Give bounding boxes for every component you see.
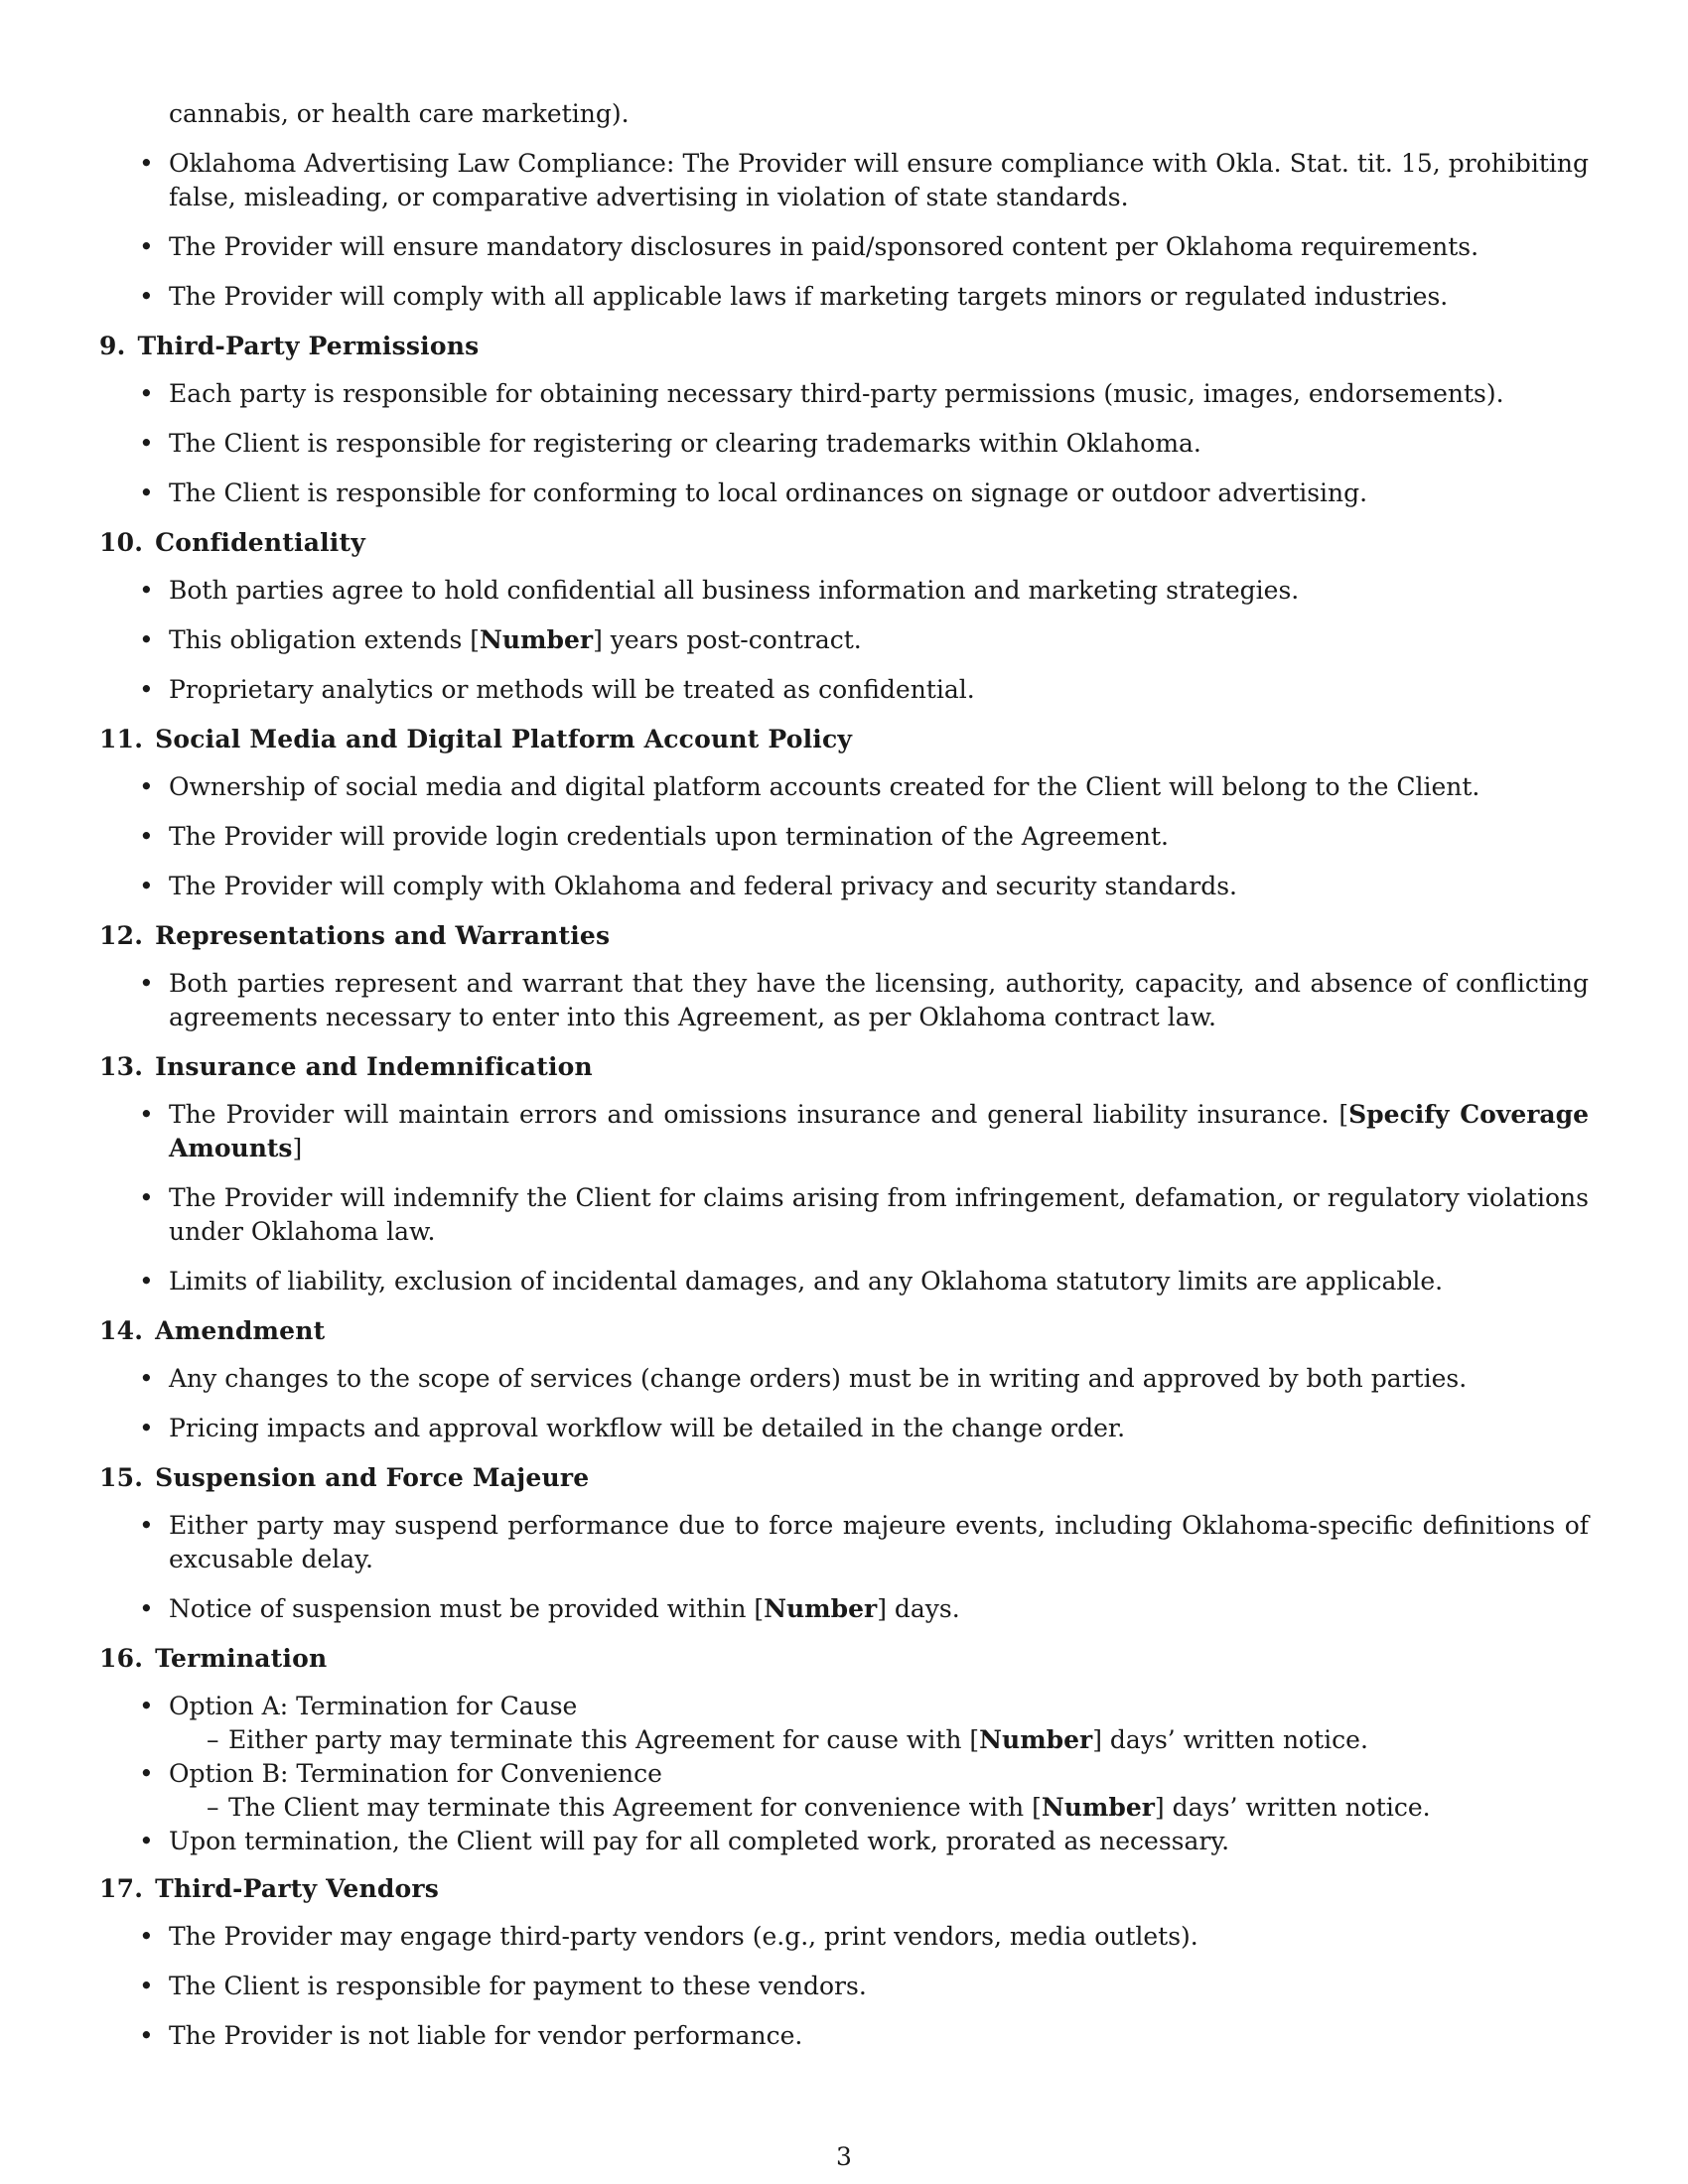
list-item: • The Client is responsible for registering or clearing trademarks within Oklahoma.	[99, 427, 1589, 461]
text-run: ] days’ written notice.	[1092, 1725, 1368, 1754]
list-item: • Any changes to the scope of services (change orders) must be in writing and approved by both parties.	[99, 1362, 1589, 1396]
section-number: 14.	[99, 1316, 144, 1345]
placeholder-coverage: Specify Coverage Amounts	[169, 1100, 1589, 1162]
section-title: Social Media and Digital Platform Account Policy	[155, 725, 853, 753]
section-title: Amendment	[155, 1316, 326, 1345]
section-heading-12	[99, 919, 1589, 953]
section-14-list	[99, 1362, 1589, 1445]
list-item: • The Client is responsible for payment to these vendors.	[99, 1970, 1589, 2003]
option-a-label: • Option A: Termination for Cause	[169, 1692, 578, 1720]
section-title: Insurance and Indemnification	[155, 1052, 593, 1081]
section-title: Third-Party Permissions	[137, 332, 480, 360]
section-heading-17	[99, 1872, 1589, 1906]
list-item: • The Provider is not liable for vendor performance.	[99, 2019, 1589, 2053]
section-title: Representations and Warranties	[155, 921, 611, 950]
section-number: 13.	[99, 1052, 144, 1081]
list-item: • The Provider will comply with all applicable laws if marketing targets minors or regulated industries.	[99, 280, 1589, 314]
list-item: • Each party is responsible for obtaining necessary third-party permissions (music, images, endorsements).	[99, 377, 1589, 411]
section-title: Suspension and Force Majeure	[155, 1463, 590, 1492]
section-13-list	[99, 1098, 1589, 1298]
text-run: The Client may terminate this Agreement for convenience with [	[228, 1793, 1042, 1822]
text-run: ] days.	[877, 1594, 960, 1623]
section-heading-14	[99, 1314, 1589, 1348]
section-heading-9	[99, 330, 1589, 363]
section-number: 16.	[99, 1644, 144, 1673]
list-item: • Oklahoma Advertising Law Compliance: The Provider will ensure compliance with Okla. Stat. tit. 15, prohibiting false, misleading, or comparative advertising in violation of state standards.	[99, 147, 1589, 214]
section-number: 9.	[99, 332, 126, 360]
list-item: • Proprietary analytics or methods will be treated as confidential.	[99, 673, 1589, 707]
text-run: The Provider will maintain errors and omissions insurance and general liability insurance. [	[169, 1100, 1349, 1129]
section-number: 11.	[99, 725, 144, 753]
section-16-list	[99, 1690, 1589, 1858]
section-heading-11	[99, 723, 1589, 756]
text-run: ] years post-contract.	[593, 625, 862, 654]
placeholder-number: Number	[764, 1594, 878, 1623]
list-item: • The Provider will comply with Oklahoma and federal privacy and security standards.	[99, 870, 1589, 903]
section-17-list	[99, 1920, 1589, 2053]
text-run: ] days’ written notice.	[1154, 1793, 1431, 1822]
placeholder-number: Number	[1041, 1793, 1155, 1822]
page-number: 3	[836, 2142, 852, 2171]
option-a-sublist	[169, 1723, 1589, 1757]
list-item: • Both parties represent and warrant that they have the licensing, authority, capacity, and absence of conflicting agreements necessary to enter into this Agreement, as per Oklahoma contract law.	[99, 967, 1589, 1034]
list-item: • Upon termination, the Client will pay for all completed work, prorated as necessary.	[99, 1825, 1589, 1858]
section-number: 17.	[99, 1874, 144, 1903]
text-run: Notice of suspension must be provided within [	[169, 1594, 765, 1623]
section-heading-16	[99, 1642, 1589, 1676]
list-item: • Pricing impacts and approval workflow will be detailed in the change order.	[99, 1412, 1589, 1445]
list-item	[99, 623, 1589, 657]
section-10-list	[99, 574, 1589, 707]
option-b-sublist	[169, 1791, 1589, 1825]
list-item: • The Client is responsible for conforming to local ordinances on signage or outdoor advertising.	[99, 477, 1589, 510]
section-heading-13	[99, 1050, 1589, 1084]
list-item	[99, 1592, 1589, 1626]
sub-list-item	[169, 1791, 1589, 1825]
section-12-list	[99, 967, 1589, 1034]
section-number: 15.	[99, 1463, 144, 1492]
section-number: 10.	[99, 528, 144, 557]
list-item: • Ownership of social media and digital platform accounts created for the Client will belong to the Client.	[99, 770, 1589, 804]
list-item	[99, 1690, 1589, 1757]
text-run: This obligation extends [	[169, 625, 481, 654]
section-title: Confidentiality	[155, 528, 365, 557]
placeholder-number: Number	[480, 625, 594, 654]
list-item	[99, 1757, 1589, 1825]
list-item: • The Provider will indemnify the Client for claims arising from infringement, defamation, or regulatory violations under Oklahoma law.	[99, 1181, 1589, 1249]
continuation-text: cannabis, or health care marketing).	[169, 99, 630, 128]
list-item	[99, 1098, 1589, 1165]
section-number: 12.	[99, 921, 144, 950]
section-title: Termination	[155, 1644, 328, 1673]
list-item: • The Provider may engage third-party vendors (e.g., print vendors, media outlets).	[99, 1920, 1589, 1954]
section-11-list	[99, 770, 1589, 903]
section-heading-15	[99, 1461, 1589, 1495]
option-b-label: • Option B: Termination for Convenience	[169, 1759, 662, 1788]
document-page	[99, 97, 1589, 2069]
list-item: • The Provider will ensure mandatory disclosures in paid/sponsored content per Oklahoma requirements.	[99, 230, 1589, 264]
section-15-list	[99, 1509, 1589, 1626]
section-8-list	[99, 147, 1589, 314]
section-heading-10	[99, 526, 1589, 560]
sub-list-item	[169, 1723, 1589, 1757]
list-item: • Either party may suspend performance due to force majeure events, including Oklahoma-specific definitions of excusable delay.	[99, 1509, 1589, 1576]
text-run: ]	[292, 1134, 303, 1162]
placeholder-number: Number	[979, 1725, 1093, 1754]
section-title: Third-Party Vendors	[155, 1874, 440, 1903]
list-item: • Limits of liability, exclusion of incidental damages, and any Oklahoma statutory limits are applicable.	[99, 1265, 1589, 1298]
list-item: • Both parties agree to hold confidential all business information and marketing strategies.	[99, 574, 1589, 608]
list-item: • The Provider will provide login credentials upon termination of the Agreement.	[99, 820, 1589, 854]
section-9-list	[99, 377, 1589, 510]
text-run: Either party may terminate this Agreement for cause with [	[228, 1725, 980, 1754]
